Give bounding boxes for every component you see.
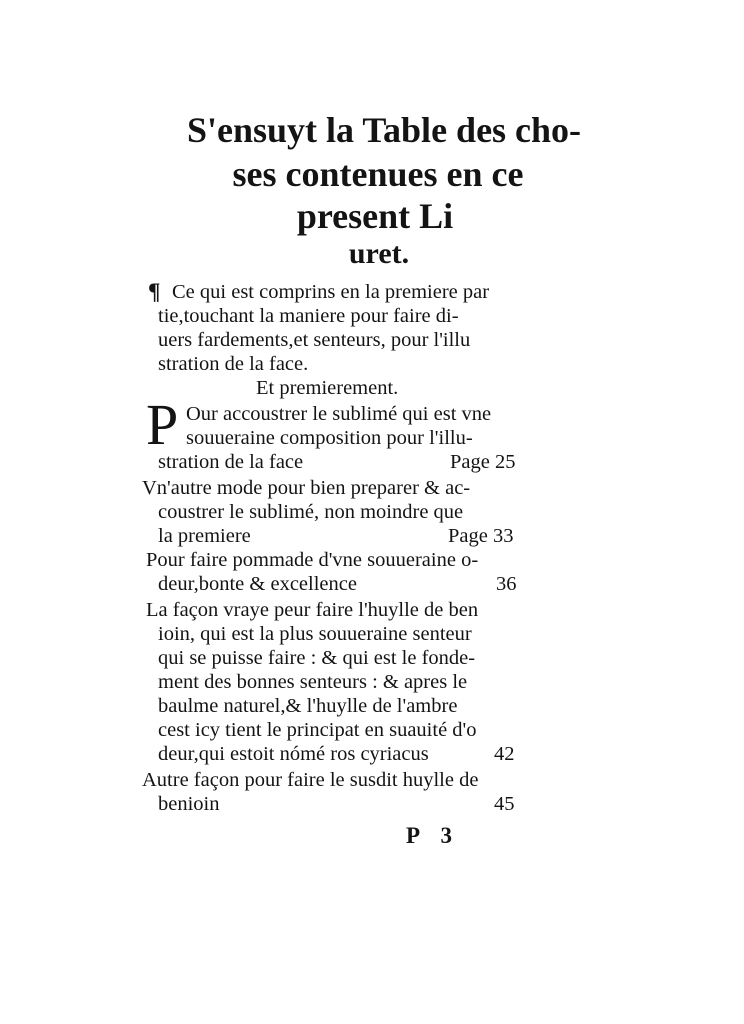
entry-4-line-3: qui se puisse faire : & qui est le fonde-	[158, 647, 476, 669]
signature-mark: P 3	[406, 823, 461, 848]
entry-3-page: 36	[496, 573, 517, 595]
intro-line-3: uers fardements,et senteurs, pour l'illu	[158, 329, 471, 351]
entry-2-line-2: coustrer le sublimé, non moindre que	[158, 501, 464, 523]
entry-1-page: Page 25	[450, 451, 516, 473]
entry-5-line-2: benioin	[158, 793, 220, 815]
entry-4-line-1: La façon vraye peur faire l'huylle de ben	[146, 599, 479, 621]
entry-2-page: Page 33	[448, 525, 514, 547]
entry-5-line-1: Autre façon pour faire le susdit huylle de	[142, 769, 479, 791]
title-line-1: S'ensuyt la Table des cho-	[186, 110, 582, 150]
entry-1-line-2: souueraine composition pour l'illu-	[186, 427, 473, 449]
intro-line-4: stration de la face.	[158, 353, 309, 375]
entry-3-line-2: deur,bonte & excellence	[158, 573, 357, 595]
entry-4-line-7: deur,qui estoit nómé ros cyriacus	[158, 743, 429, 765]
entry-1-line-1: Our accoustrer le sublimé qui est vne	[186, 403, 492, 425]
entry-1-line-3: stration de la face	[158, 451, 304, 473]
entry-4-line-4: ment des bonnes senteurs : & apres le	[158, 671, 468, 693]
entry-4-line-2: ioin, qui est la plus souueraine senteur	[158, 623, 472, 645]
entry-4-page: 42	[494, 743, 515, 765]
entry-3-line-1: Pour faire pommade d'vne souueraine o-	[146, 549, 479, 571]
intro-line-2: tie,touchant la maniere pour faire di-	[158, 305, 459, 327]
title-line-4: uret.	[348, 237, 410, 270]
entry-4-line-5: baulme naturel,& l'huylle de l'ambre	[158, 695, 458, 717]
intro-subheading: Et premierement.	[256, 377, 399, 399]
entry-5-page: 45	[494, 793, 515, 815]
title-line-3: present Li	[296, 196, 454, 236]
intro-line-1: Ce qui est comprins en la premiere par	[172, 281, 490, 303]
pilcrow-mark: ¶	[148, 279, 161, 304]
entry-2-line-3: la premiere	[158, 525, 251, 547]
entry-4-line-6: cest icy tient le principat en suauité d'o	[158, 719, 477, 741]
drop-cap-initial: P	[146, 392, 179, 457]
entry-2-line-1: Vn'autre mode pour bien preparer & ac-	[142, 477, 471, 499]
title-line-2: ses contenues en ce	[232, 154, 524, 194]
